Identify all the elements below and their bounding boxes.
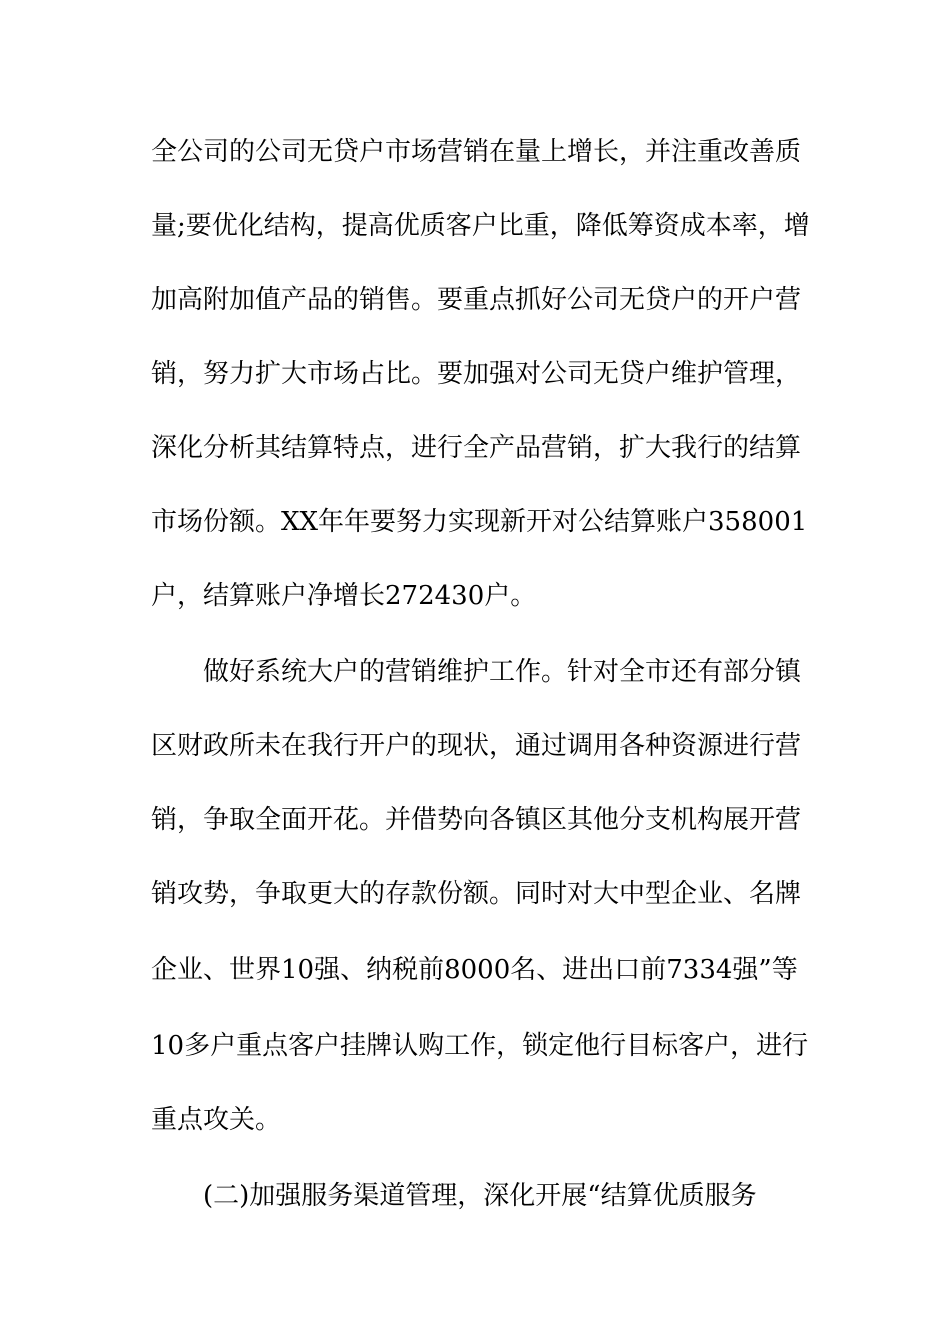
text-line-5: 深化分析其结算特点，进行全产品营销，扩大我行的结算 [151,433,802,463]
text-line-11: 销攻势，争取更大的存款份额。同时对大中型企业、名牌 [151,879,802,909]
text-line-2: 量;要优化结构，提高优质客户比重，降低筹资成本率，增 [151,211,810,241]
text-line-1: 全公司的公司无贷户市场营销在量上增长，并注重改善质 [151,137,802,167]
text-line-3: 加高附加值产品的销售。要重点抓好公司无贷户的开户营 [151,285,802,315]
text-line-9: 区财政所未在我行开户的现状，通过调用各种资源进行营 [151,731,802,761]
text-line-14: 重点攻关。 [151,1105,282,1135]
text-line-6: 市场份额。XX年年要努力实现新开对公结算账户358001 [151,507,808,537]
text-line-4: 销，努力扩大市场占比。要加强对公司无贷户维护管理， [151,359,802,389]
text-line-10: 销，争取全面开花。并借势向各镇区其他分支机构展开营 [151,805,802,835]
text-line-7: 户，结算账户净增长272430户。 [151,581,537,611]
text-line-12: 企业、世界10强、纳税前8000名、进出口前7334强”等 [151,955,798,985]
text-line-8: 做好系统大户的营销维护工作。针对全市还有部分镇 [203,657,802,687]
text-line-15: (二)加强服务渠道管理，深化开展“结算优质服务 [203,1181,757,1211]
text-line-13: 10多户重点客户挂牌认购工作，锁定他行目标客户，进行 [151,1031,809,1061]
